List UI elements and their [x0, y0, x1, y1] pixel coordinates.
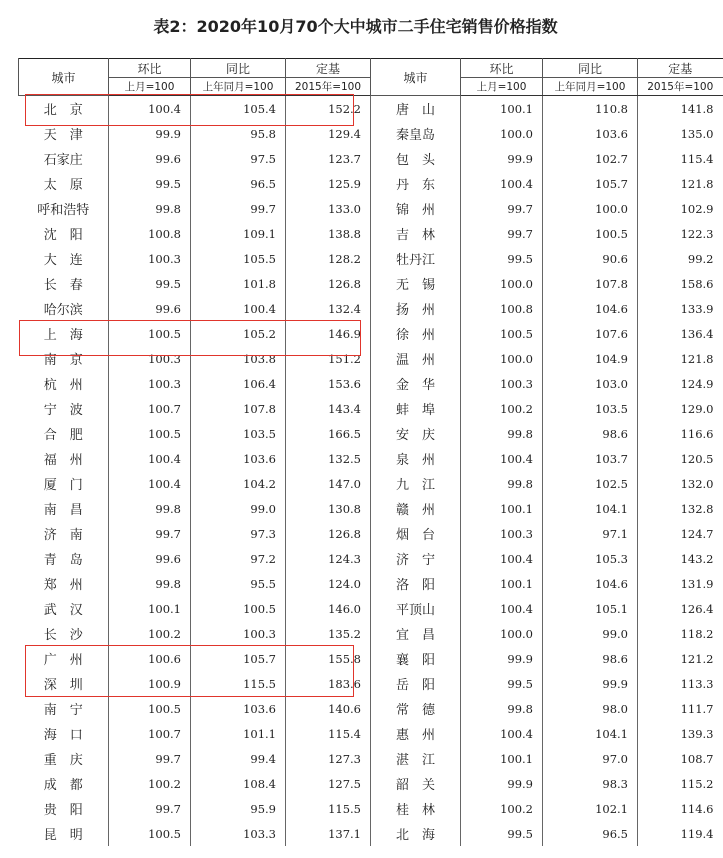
value-base-left: 133.0 [286, 196, 371, 221]
value-mom-left: 100.1 [109, 596, 191, 621]
city-name-right: 锦 州 [371, 196, 461, 221]
value-yoy-right: 104.1 [543, 496, 638, 521]
city-name-right: 岳 阳 [371, 671, 461, 696]
value-base-right: 108.7 [638, 746, 723, 771]
table-row [19, 546, 723, 571]
table-row [19, 221, 723, 246]
subheader-base-right: 2015年=100 [638, 78, 723, 96]
table-row [19, 471, 723, 496]
value-mom-left: 100.7 [109, 721, 191, 746]
city-name-left: 福 州 [43, 453, 83, 468]
value-base-right: 121.8 [638, 346, 723, 371]
value-mom-right: 100.4 [461, 546, 543, 571]
value-yoy-right: 99.9 [543, 671, 638, 696]
value-base-left: 127.5 [286, 771, 371, 796]
value-base-left: 132.4 [286, 296, 371, 321]
value-base-left: 152.2 [286, 96, 371, 122]
value-mom-left: 100.9 [109, 671, 191, 696]
subheader-yoy-right: 上年同月=100 [543, 78, 638, 96]
value-yoy-left: 103.6 [191, 446, 286, 471]
city-name-right: 温 州 [371, 346, 461, 371]
city-name-left: 大 连 [43, 253, 83, 268]
table-row [19, 596, 723, 621]
value-yoy-right: 90.6 [543, 246, 638, 271]
value-mom-right: 100.1 [461, 96, 543, 122]
value-yoy-left: 97.2 [191, 546, 286, 571]
header-city-right: 城市 [371, 59, 461, 96]
value-yoy-right: 110.8 [543, 96, 638, 122]
city-name-right: 湛 江 [371, 746, 461, 771]
value-yoy-right: 104.6 [543, 296, 638, 321]
value-base-right: 122.3 [638, 221, 723, 246]
value-yoy-right: 103.5 [543, 396, 638, 421]
table-row [19, 721, 723, 746]
value-mom-right: 99.9 [461, 646, 543, 671]
value-base-right: 119.4 [638, 821, 723, 846]
value-mom-right: 99.9 [461, 146, 543, 171]
value-mom-right: 100.3 [461, 521, 543, 546]
value-base-left: 123.7 [286, 146, 371, 171]
value-yoy-right: 98.6 [543, 646, 638, 671]
value-yoy-left: 101.1 [191, 721, 286, 746]
value-base-left: 124.3 [286, 546, 371, 571]
city-name-left: 重 庆 [43, 753, 83, 768]
value-base-left: 127.3 [286, 746, 371, 771]
table-body [19, 96, 723, 847]
city-name-left: 呼和浩特 [37, 203, 90, 218]
value-yoy-left: 103.8 [191, 346, 286, 371]
value-mom-left: 100.3 [109, 346, 191, 371]
value-mom-left: 100.5 [109, 421, 191, 446]
city-name-left: 海 口 [43, 728, 83, 743]
value-yoy-left: 95.5 [191, 571, 286, 596]
value-base-right: 111.7 [638, 696, 723, 721]
table-row [19, 646, 723, 671]
value-yoy-left: 99.0 [191, 496, 286, 521]
value-mom-right: 100.0 [461, 621, 543, 646]
value-mom-left: 100.6 [109, 646, 191, 671]
value-yoy-right: 103.6 [543, 121, 638, 146]
city-name-right: 洛 阳 [371, 571, 461, 596]
value-mom-right: 99.5 [461, 821, 543, 846]
table-row [19, 121, 723, 146]
value-yoy-right: 107.8 [543, 271, 638, 296]
value-mom-right: 100.4 [461, 171, 543, 196]
header-base-left: 定基 [286, 59, 371, 78]
value-mom-right: 100.0 [461, 271, 543, 296]
city-name-left: 石家庄 [43, 153, 83, 168]
value-base-left: 126.8 [286, 521, 371, 546]
city-name-right: 平顶山 [371, 596, 461, 621]
value-mom-right: 99.5 [461, 246, 543, 271]
value-mom-left: 99.7 [109, 521, 191, 546]
value-yoy-right: 97.0 [543, 746, 638, 771]
city-name-left: 深 圳 [43, 678, 83, 693]
value-yoy-left: 96.5 [191, 171, 286, 196]
value-mom-right: 99.8 [461, 421, 543, 446]
table-row [19, 696, 723, 721]
table-row [19, 171, 723, 196]
value-mom-right: 100.1 [461, 571, 543, 596]
value-yoy-right: 105.1 [543, 596, 638, 621]
value-yoy-left: 99.7 [191, 196, 286, 221]
value-base-right: 129.0 [638, 396, 723, 421]
value-yoy-left: 100.3 [191, 621, 286, 646]
header-base-right: 定基 [638, 59, 723, 78]
city-name-left: 天 津 [43, 128, 83, 143]
value-mom-left: 100.5 [109, 821, 191, 846]
value-base-left: 138.8 [286, 221, 371, 246]
value-yoy-right: 102.1 [543, 796, 638, 821]
table-row [19, 396, 723, 421]
value-yoy-left: 99.4 [191, 746, 286, 771]
city-name-left: 厦 门 [43, 478, 83, 493]
value-mom-left: 100.7 [109, 396, 191, 421]
value-yoy-right: 107.6 [543, 321, 638, 346]
value-mom-right: 100.1 [461, 746, 543, 771]
city-name-right: 泉 州 [371, 446, 461, 471]
value-base-right: 136.4 [638, 321, 723, 346]
value-mom-right: 99.7 [461, 196, 543, 221]
city-name-right: 唐 山 [371, 96, 461, 122]
table-row [19, 571, 723, 596]
city-name-left: 沈 阳 [43, 228, 83, 243]
value-mom-left: 100.5 [109, 696, 191, 721]
value-base-left: 143.4 [286, 396, 371, 421]
value-base-right: 124.7 [638, 521, 723, 546]
value-mom-right: 99.5 [461, 671, 543, 696]
value-yoy-left: 103.6 [191, 696, 286, 721]
value-base-left: 146.0 [286, 596, 371, 621]
city-name-right: 牡丹江 [371, 246, 461, 271]
header-mom-left: 环比 [109, 59, 191, 78]
value-mom-left: 99.8 [109, 196, 191, 221]
subheader-base-left: 2015年=100 [286, 78, 371, 96]
value-base-left: 126.8 [286, 271, 371, 296]
value-yoy-left: 115.5 [191, 671, 286, 696]
value-mom-right: 100.4 [461, 446, 543, 471]
value-base-right: 118.2 [638, 621, 723, 646]
value-base-right: 143.2 [638, 546, 723, 571]
city-name-left: 合 肥 [43, 428, 83, 443]
value-base-right: 132.8 [638, 496, 723, 521]
value-yoy-right: 102.7 [543, 146, 638, 171]
value-mom-left: 99.7 [109, 796, 191, 821]
value-mom-right: 100.1 [461, 496, 543, 521]
value-base-left: 183.6 [286, 671, 371, 696]
table-row [19, 746, 723, 771]
value-base-left: 115.4 [286, 721, 371, 746]
city-name-right: 蚌 埠 [371, 396, 461, 421]
city-name-right: 常 德 [371, 696, 461, 721]
value-yoy-left: 108.4 [191, 771, 286, 796]
value-yoy-left: 100.4 [191, 296, 286, 321]
table-row [19, 521, 723, 546]
table-row [19, 821, 723, 846]
value-yoy-right: 96.5 [543, 821, 638, 846]
city-name-right: 扬 州 [371, 296, 461, 321]
value-base-left: 124.0 [286, 571, 371, 596]
city-name-left: 成 都 [43, 778, 83, 793]
value-base-left: 155.8 [286, 646, 371, 671]
value-yoy-right: 103.0 [543, 371, 638, 396]
value-base-right: 135.0 [638, 121, 723, 146]
value-yoy-right: 98.0 [543, 696, 638, 721]
value-yoy-left: 97.5 [191, 146, 286, 171]
value-base-right: 133.9 [638, 296, 723, 321]
value-base-right: 121.2 [638, 646, 723, 671]
city-name-left: 北 京 [43, 103, 83, 118]
value-yoy-right: 100.5 [543, 221, 638, 246]
city-name-left: 贵 阳 [43, 803, 83, 818]
value-yoy-left: 105.2 [191, 321, 286, 346]
table-row [19, 621, 723, 646]
subheader-mom-right: 上月=100 [461, 78, 543, 96]
value-yoy-left: 103.3 [191, 821, 286, 846]
table-row [19, 446, 723, 471]
value-yoy-right: 102.5 [543, 471, 638, 496]
city-name-left: 太 原 [43, 178, 83, 193]
table-row [19, 346, 723, 371]
value-mom-left: 99.6 [109, 146, 191, 171]
city-name-right: 赣 州 [371, 496, 461, 521]
table-row [19, 196, 723, 221]
value-base-left: 115.5 [286, 796, 371, 821]
value-base-right: 141.8 [638, 96, 723, 122]
value-base-right: 132.0 [638, 471, 723, 496]
table-row [19, 796, 723, 821]
value-mom-left: 99.6 [109, 546, 191, 571]
table-row [19, 296, 723, 321]
value-base-right: 126.4 [638, 596, 723, 621]
value-mom-right: 100.2 [461, 796, 543, 821]
value-base-right: 102.9 [638, 196, 723, 221]
price-index-table [18, 58, 723, 846]
value-mom-right: 99.7 [461, 221, 543, 246]
value-yoy-right: 104.9 [543, 346, 638, 371]
value-mom-right: 100.2 [461, 396, 543, 421]
city-name-right: 金 华 [371, 371, 461, 396]
value-mom-left: 100.3 [109, 246, 191, 271]
value-base-left: 130.8 [286, 496, 371, 521]
value-yoy-right: 98.6 [543, 421, 638, 446]
table-row [19, 271, 723, 296]
subheader-mom-left: 上月=100 [109, 78, 191, 96]
table-row [19, 321, 723, 346]
value-yoy-left: 105.4 [191, 96, 286, 122]
price-index-table-container [18, 58, 714, 858]
value-mom-left: 99.5 [109, 271, 191, 296]
value-yoy-left: 95.9 [191, 796, 286, 821]
city-name-left: 宁 波 [43, 403, 83, 418]
subheader-yoy-left: 上年同月=100 [191, 78, 286, 96]
value-yoy-left: 100.5 [191, 596, 286, 621]
value-base-right: 139.3 [638, 721, 723, 746]
header-yoy-left: 同比 [191, 59, 286, 78]
city-name-left: 南 宁 [43, 703, 83, 718]
city-name-right: 烟 台 [371, 521, 461, 546]
city-name-right: 包 头 [371, 146, 461, 171]
value-mom-left: 100.4 [109, 446, 191, 471]
city-name-left: 哈尔滨 [43, 303, 83, 318]
value-yoy-right: 103.7 [543, 446, 638, 471]
city-name-left: 长 沙 [43, 628, 83, 643]
city-name-right: 北 海 [371, 821, 461, 846]
value-base-left: 132.5 [286, 446, 371, 471]
value-mom-right: 99.9 [461, 771, 543, 796]
table-row [19, 421, 723, 446]
value-mom-left: 100.4 [109, 471, 191, 496]
city-name-left: 上 海 [43, 328, 83, 343]
value-yoy-right: 100.0 [543, 196, 638, 221]
table-row [19, 146, 723, 171]
value-base-right: 121.8 [638, 171, 723, 196]
value-yoy-left: 106.4 [191, 371, 286, 396]
table-row [19, 671, 723, 696]
value-yoy-left: 101.8 [191, 271, 286, 296]
value-yoy-right: 104.1 [543, 721, 638, 746]
value-base-right: 114.6 [638, 796, 723, 821]
city-name-left: 济 南 [43, 528, 83, 543]
city-name-left: 长 春 [43, 278, 83, 293]
value-mom-left: 100.2 [109, 771, 191, 796]
value-base-left: 135.2 [286, 621, 371, 646]
value-mom-left: 99.8 [109, 496, 191, 521]
value-yoy-left: 97.3 [191, 521, 286, 546]
value-yoy-left: 109.1 [191, 221, 286, 246]
value-yoy-right: 105.7 [543, 171, 638, 196]
value-yoy-left: 107.8 [191, 396, 286, 421]
table-row [19, 371, 723, 396]
value-base-right: 158.6 [638, 271, 723, 296]
value-mom-left: 100.8 [109, 221, 191, 246]
value-base-right: 115.4 [638, 146, 723, 171]
value-mom-right: 100.5 [461, 321, 543, 346]
value-base-left: 129.4 [286, 121, 371, 146]
value-yoy-left: 95.8 [191, 121, 286, 146]
value-yoy-right: 105.3 [543, 546, 638, 571]
city-name-right: 徐 州 [371, 321, 461, 346]
value-yoy-right: 104.6 [543, 571, 638, 596]
table-title: 表2：2020年10月70个大中城市二手住宅销售价格指数 [153, 17, 558, 36]
value-yoy-left: 104.2 [191, 471, 286, 496]
value-mom-left: 100.5 [109, 321, 191, 346]
value-base-left: 153.6 [286, 371, 371, 396]
value-mom-left: 99.9 [109, 121, 191, 146]
city-name-left: 郑 州 [43, 578, 83, 593]
value-base-right: 99.2 [638, 246, 723, 271]
city-name-right: 宜 昌 [371, 621, 461, 646]
city-name-right: 九 江 [371, 471, 461, 496]
table-row [19, 96, 723, 122]
city-name-left: 青 岛 [43, 553, 83, 568]
header-yoy-right: 同比 [543, 59, 638, 78]
value-mom-right: 100.3 [461, 371, 543, 396]
city-name-right: 济 宁 [371, 546, 461, 571]
city-name-right: 惠 州 [371, 721, 461, 746]
value-mom-right: 100.0 [461, 121, 543, 146]
value-base-right: 116.6 [638, 421, 723, 446]
city-name-left: 南 京 [43, 353, 83, 368]
value-base-left: 166.5 [286, 421, 371, 446]
value-yoy-right: 98.3 [543, 771, 638, 796]
value-base-right: 113.3 [638, 671, 723, 696]
value-mom-right: 100.0 [461, 346, 543, 371]
value-mom-left: 100.3 [109, 371, 191, 396]
city-name-right: 襄 阳 [371, 646, 461, 671]
value-mom-left: 99.7 [109, 746, 191, 771]
city-name-left: 昆 明 [43, 828, 83, 843]
city-name-left: 广 州 [43, 653, 83, 668]
value-yoy-left: 105.7 [191, 646, 286, 671]
city-name-right: 秦皇岛 [371, 121, 461, 146]
city-name-right: 吉 林 [371, 221, 461, 246]
value-mom-right: 100.4 [461, 721, 543, 746]
value-mom-left: 99.8 [109, 571, 191, 596]
table-row [19, 246, 723, 271]
value-base-left: 137.1 [286, 821, 371, 846]
value-yoy-right: 99.0 [543, 621, 638, 646]
value-mom-right: 99.8 [461, 471, 543, 496]
value-base-right: 115.2 [638, 771, 723, 796]
city-name-left: 南 昌 [43, 503, 83, 518]
value-base-left: 147.0 [286, 471, 371, 496]
city-name-right: 安 庆 [371, 421, 461, 446]
value-mom-left: 100.4 [109, 96, 191, 122]
value-yoy-right: 97.1 [543, 521, 638, 546]
city-name-left: 武 汉 [43, 603, 83, 618]
table-row [19, 771, 723, 796]
value-base-left: 125.9 [286, 171, 371, 196]
value-yoy-left: 105.5 [191, 246, 286, 271]
value-mom-right: 99.8 [461, 696, 543, 721]
city-name-right: 韶 关 [371, 771, 461, 796]
value-mom-right: 100.4 [461, 596, 543, 621]
value-yoy-left: 103.5 [191, 421, 286, 446]
value-base-left: 140.6 [286, 696, 371, 721]
city-name-right: 无 锡 [371, 271, 461, 296]
value-base-right: 124.9 [638, 371, 723, 396]
value-base-left: 151.2 [286, 346, 371, 371]
city-name-left: 杭 州 [43, 378, 83, 393]
city-name-right: 丹 东 [371, 171, 461, 196]
header-city-left: 城市 [19, 59, 109, 96]
value-mom-right: 100.8 [461, 296, 543, 321]
value-base-right: 131.9 [638, 571, 723, 596]
header-mom-right: 环比 [461, 59, 543, 78]
value-base-left: 146.9 [286, 321, 371, 346]
table-row [19, 496, 723, 521]
value-mom-left: 99.5 [109, 171, 191, 196]
value-base-left: 128.2 [286, 246, 371, 271]
value-mom-left: 99.6 [109, 296, 191, 321]
value-base-right: 120.5 [638, 446, 723, 471]
value-mom-left: 100.2 [109, 621, 191, 646]
city-name-right: 桂 林 [371, 796, 461, 821]
